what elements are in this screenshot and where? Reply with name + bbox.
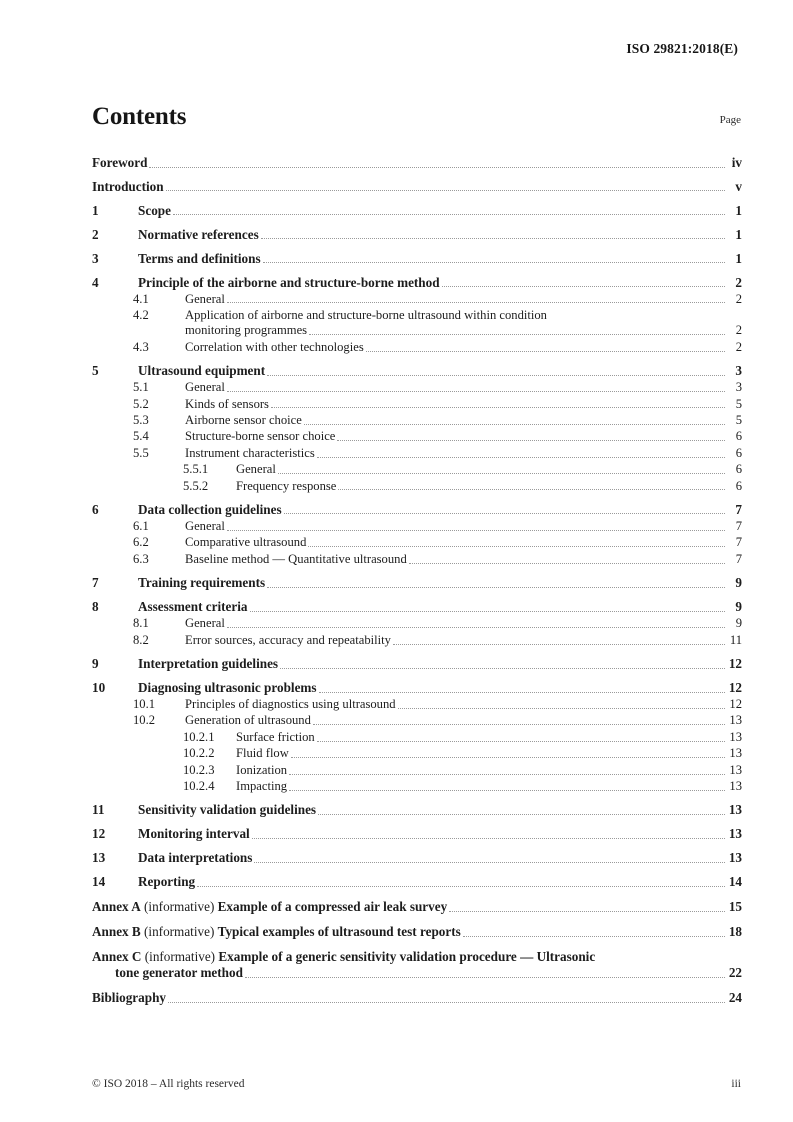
toc-entry[interactable] bbox=[92, 746, 742, 761]
toc-entry[interactable] bbox=[92, 227, 742, 243]
toc-entry-number: 10.1 bbox=[133, 697, 156, 711]
toc-entry[interactable] bbox=[92, 763, 742, 778]
annex-title: Typical examples of ultrasound test reports bbox=[217, 924, 461, 940]
toc-annex-entry[interactable] bbox=[92, 949, 742, 981]
toc-entry-number: 6 bbox=[92, 501, 99, 517]
toc-entry-number: 7 bbox=[92, 575, 99, 591]
toc-entry-label: Surface friction bbox=[236, 729, 315, 744]
toc-entry-number: 10.2.1 bbox=[183, 729, 215, 744]
toc-entry-label: Interpretation guidelines bbox=[138, 656, 279, 671]
annex-name: Annex A bbox=[92, 899, 141, 915]
toc-entry-label: Instrument characteristics bbox=[185, 445, 315, 460]
dot-leader bbox=[278, 473, 725, 474]
toc-entry-page-number: 2 bbox=[735, 323, 742, 338]
dot-leader bbox=[318, 814, 724, 815]
bibliography-label: Bibliography bbox=[92, 990, 167, 1006]
toc-entry-number: 4.1 bbox=[133, 291, 149, 306]
toc-entry[interactable] bbox=[92, 802, 742, 818]
toc-entry-number: 3 bbox=[92, 250, 99, 266]
toc-entry[interactable] bbox=[92, 446, 742, 461]
toc-entry-page-number: 2 bbox=[735, 291, 742, 306]
toc-entry-label: Fluid flow bbox=[236, 746, 289, 761]
dot-leader bbox=[267, 587, 724, 588]
toc-entry-label: General bbox=[185, 518, 225, 533]
toc-entry-label: Terms and definitions bbox=[138, 250, 261, 266]
toc-entry-page-number: iv bbox=[731, 155, 742, 170]
toc-entry[interactable] bbox=[92, 779, 742, 794]
toc-entry-page-number: 24 bbox=[728, 990, 742, 1006]
toc-entry-label: General bbox=[185, 380, 225, 395]
dot-leader bbox=[284, 513, 725, 514]
toc-entry-page-number: 13 bbox=[728, 802, 742, 818]
toc-entry-number: 8.1 bbox=[133, 616, 149, 631]
toc-entry-page-number: 13 bbox=[728, 826, 742, 842]
toc-entry-label: General bbox=[185, 291, 225, 306]
toc-entry[interactable] bbox=[92, 713, 742, 728]
toc-entry-label: Baseline method — Quantitative ultrasound bbox=[185, 551, 407, 566]
toc-entry[interactable] bbox=[92, 616, 742, 631]
dot-leader bbox=[250, 611, 725, 612]
dot-leader bbox=[313, 724, 725, 725]
annex-name: Annex C bbox=[92, 949, 142, 965]
toc-entry[interactable] bbox=[92, 575, 742, 591]
toc-entry[interactable] bbox=[92, 413, 742, 428]
dot-leader bbox=[227, 302, 725, 303]
dot-leader bbox=[227, 530, 725, 531]
toc-entry-number: 11 bbox=[92, 802, 105, 818]
toc-entry-label: Reporting bbox=[138, 874, 196, 890]
dot-leader bbox=[267, 375, 724, 376]
toc-entry-page-number: 6 bbox=[735, 462, 742, 477]
dot-leader bbox=[227, 391, 725, 392]
toc-entry[interactable] bbox=[92, 680, 742, 696]
toc-entry-page-number: 9 bbox=[735, 599, 742, 615]
toc-entry-label: Structure-borne sensor choice bbox=[185, 429, 336, 444]
toc-entry[interactable] bbox=[92, 850, 742, 866]
toc-entry-page-number: 7 bbox=[735, 551, 742, 566]
dot-leader bbox=[366, 351, 725, 352]
toc-entry-number: 12 bbox=[92, 826, 106, 842]
toc-entry-number: 13 bbox=[92, 850, 106, 866]
page-column-label: Page bbox=[719, 114, 741, 126]
dot-leader bbox=[409, 563, 725, 564]
toc-entry-label: Diagnosing ultrasonic problems bbox=[138, 680, 317, 695]
toc-entry[interactable] bbox=[92, 397, 742, 412]
toc-entry-page-number: 7 bbox=[735, 535, 742, 550]
dot-leader bbox=[254, 862, 724, 863]
toc-entry-number: 10.2.3 bbox=[183, 762, 215, 777]
toc-entry-label: Foreword bbox=[92, 155, 148, 170]
toc-entry[interactable] bbox=[92, 155, 742, 171]
toc-entry[interactable] bbox=[92, 552, 742, 567]
toc-entry-label: General bbox=[236, 462, 276, 477]
annex-heading bbox=[92, 949, 595, 965]
toc-entry-number: 5.4 bbox=[133, 429, 149, 444]
toc-entry-page-number: 9 bbox=[735, 575, 742, 591]
dot-leader bbox=[280, 668, 724, 669]
toc-entry[interactable] bbox=[92, 479, 742, 494]
dot-leader bbox=[227, 627, 725, 628]
dot-leader bbox=[261, 238, 725, 239]
toc-entry-page-number: 6 bbox=[735, 445, 742, 460]
toc-entry-label: Frequency response bbox=[236, 478, 337, 493]
dot-leader bbox=[289, 774, 724, 775]
toc-entry[interactable] bbox=[92, 519, 742, 534]
annex-name: Annex B bbox=[92, 924, 141, 940]
toc-entry-page-number: v bbox=[735, 178, 742, 194]
toc-annex-entry[interactable] bbox=[92, 899, 742, 915]
dot-leader bbox=[317, 457, 725, 458]
toc-entry-page-number: 18 bbox=[728, 924, 742, 940]
dot-leader bbox=[304, 424, 725, 425]
annex-heading bbox=[92, 924, 461, 940]
toc-entry-page-number: 12 bbox=[728, 680, 742, 695]
toc-entry-number: 14 bbox=[92, 874, 106, 890]
toc-entry-page-number: 11 bbox=[729, 632, 742, 647]
toc-entry-number: 10.2.4 bbox=[183, 779, 215, 794]
toc-entry[interactable] bbox=[92, 730, 742, 745]
toc-entry-label: Assessment criteria bbox=[138, 599, 248, 615]
annex-title-continued: tone generator method bbox=[115, 965, 243, 981]
toc-entry-page-number: 7 bbox=[735, 518, 742, 533]
toc-entry-page-number: 12 bbox=[729, 697, 742, 711]
toc-bibliography-entry[interactable] bbox=[92, 990, 742, 1006]
toc-entry-number: 6.3 bbox=[133, 551, 149, 566]
toc-entry-label: Error sources, accuracy and repeatability bbox=[185, 632, 391, 647]
toc-entry-label: Comparative ultrasound bbox=[185, 535, 307, 550]
toc-entry[interactable] bbox=[92, 203, 742, 219]
annex-kind: (informative) bbox=[141, 949, 219, 965]
dot-leader bbox=[271, 407, 725, 408]
dot-leader bbox=[463, 936, 725, 937]
toc-entry-page-number: 1 bbox=[735, 202, 742, 218]
toc-entry-number: 4 bbox=[92, 274, 99, 290]
dot-leader bbox=[442, 286, 725, 287]
toc-entry-number: 1 bbox=[92, 202, 99, 218]
annex-title: Example of a generic sensitivity validation procedure — Ultrasonic bbox=[218, 949, 596, 965]
toc-entry-label: Kinds of sensors bbox=[185, 396, 269, 411]
toc-entry-page-number: 9 bbox=[735, 616, 742, 631]
page-title: Contents bbox=[92, 103, 187, 130]
document-standard-reference: ISO 29821:2018(E) bbox=[626, 41, 738, 56]
toc-entry-number: 5.3 bbox=[133, 412, 149, 427]
toc-entry-number: 10.2 bbox=[133, 713, 156, 728]
toc-entry[interactable] bbox=[92, 179, 742, 195]
toc-entry-label: Data collection guidelines bbox=[138, 501, 282, 517]
toc-entry-page-number: 5 bbox=[735, 412, 742, 427]
dot-leader bbox=[289, 790, 724, 791]
toc-entry[interactable] bbox=[92, 633, 742, 648]
table-of-contents bbox=[92, 155, 742, 1006]
dot-leader bbox=[449, 911, 724, 912]
toc-entry-number: 5 bbox=[92, 363, 99, 379]
toc-entry-page-number: 7 bbox=[735, 501, 742, 517]
toc-entry-page-number: 2 bbox=[735, 339, 742, 354]
toc-entry-number: 5.1 bbox=[133, 380, 149, 395]
dot-leader bbox=[309, 334, 724, 335]
toc-entry-label: Principles of diagnostics using ultrasound bbox=[185, 697, 396, 711]
dot-leader bbox=[263, 262, 725, 263]
toc-annex-entry[interactable] bbox=[92, 924, 742, 940]
toc-entry-label: Application of airborne and structure-borne ultrasound within condition bbox=[185, 307, 547, 322]
dot-leader bbox=[398, 708, 725, 709]
toc-entry-page-number: 13 bbox=[729, 746, 742, 761]
dot-leader bbox=[197, 886, 724, 887]
toc-entry[interactable] bbox=[92, 251, 742, 267]
toc-entry-page-number: 2 bbox=[735, 274, 742, 290]
toc-entry-page-number: 6 bbox=[735, 478, 742, 493]
dot-leader bbox=[166, 190, 725, 191]
toc-entry[interactable] bbox=[92, 502, 742, 518]
toc-entry-page-number: 15 bbox=[728, 899, 742, 915]
toc-entry-number: 10 bbox=[92, 680, 106, 695]
toc-entry-number: 10.2.2 bbox=[183, 746, 215, 761]
toc-entry-number: 6.2 bbox=[133, 535, 149, 550]
toc-entry-number: 4.2 bbox=[133, 307, 149, 322]
toc-entry-number: 4.3 bbox=[133, 339, 149, 354]
toc-entry-label: Training requirements bbox=[138, 575, 266, 591]
page-footer bbox=[92, 1078, 741, 1090]
footer-page-number: iii bbox=[731, 1078, 741, 1090]
toc-entry-page-number: 13 bbox=[728, 850, 742, 866]
dot-leader bbox=[337, 440, 724, 441]
toc-entry[interactable] bbox=[92, 292, 742, 307]
toc-entry-label: Monitoring interval bbox=[138, 826, 250, 842]
toc-entry-number: 8.2 bbox=[133, 632, 149, 647]
toc-entry-label: Data interpretations bbox=[138, 850, 253, 866]
dot-leader bbox=[173, 214, 725, 215]
dot-leader bbox=[317, 741, 725, 742]
toc-entry[interactable] bbox=[92, 308, 742, 339]
dot-leader bbox=[308, 546, 724, 547]
toc-entry-label: Ultrasound equipment bbox=[138, 363, 266, 379]
toc-entry-page-number: 1 bbox=[735, 226, 742, 242]
copyright-notice: © ISO 2018 – All rights reserved bbox=[92, 1078, 245, 1090]
toc-entry-label: Impacting bbox=[236, 779, 288, 794]
toc-entry-page-number: 13 bbox=[729, 762, 742, 777]
toc-entry-label: Sensitivity validation guidelines bbox=[138, 802, 317, 818]
toc-entry[interactable] bbox=[92, 275, 742, 291]
toc-entry-page-number: 6 bbox=[735, 429, 742, 444]
toc-entry-page-number: 3 bbox=[735, 380, 742, 395]
toc-entry-number: 2 bbox=[92, 226, 99, 242]
dot-leader bbox=[291, 757, 725, 758]
toc-entry-label: General bbox=[185, 616, 225, 631]
toc-entry[interactable] bbox=[92, 599, 742, 615]
dot-leader bbox=[252, 838, 725, 839]
toc-entry-page-number: 12 bbox=[728, 656, 742, 671]
toc-entry[interactable] bbox=[92, 429, 742, 444]
toc-entry-page-number: 3 bbox=[735, 363, 742, 379]
dot-leader bbox=[393, 644, 725, 645]
toc-entry-page-number: 13 bbox=[729, 779, 742, 794]
dot-leader bbox=[168, 1002, 724, 1003]
toc-entry-label: Normative references bbox=[138, 226, 259, 242]
toc-entry[interactable] bbox=[92, 380, 742, 395]
toc-entry-number: 8 bbox=[92, 599, 99, 615]
toc-entry-page-number: 22 bbox=[728, 965, 742, 981]
toc-entry[interactable] bbox=[92, 363, 742, 379]
toc-entry[interactable] bbox=[92, 697, 742, 712]
toc-entry-number: 5.2 bbox=[133, 396, 149, 411]
toc-entry-label: Generation of ultrasound bbox=[185, 713, 311, 728]
toc-entry-page-number: 13 bbox=[729, 713, 742, 728]
dot-leader bbox=[149, 167, 724, 168]
toc-entry-number: 5.5.1 bbox=[183, 462, 209, 477]
annex-title: Example of a compressed air leak survey bbox=[217, 899, 448, 915]
dot-leader bbox=[319, 692, 725, 693]
toc-entry-label: Correlation with other technologies bbox=[185, 339, 364, 354]
contents-title-row bbox=[92, 104, 741, 129]
toc-entry-number: 6.1 bbox=[133, 518, 149, 533]
toc-entry[interactable] bbox=[92, 874, 742, 890]
toc-entry-label: Ionization bbox=[236, 762, 288, 777]
dot-leader bbox=[245, 977, 725, 978]
annex-kind: (informative) bbox=[140, 899, 218, 915]
toc-entry-label-continued: monitoring programmes bbox=[185, 323, 308, 338]
dot-leader bbox=[338, 489, 724, 490]
toc-entry-page-number: 1 bbox=[735, 250, 742, 266]
toc-entry[interactable] bbox=[92, 462, 742, 477]
toc-entry-number: 5.5.2 bbox=[183, 478, 209, 493]
toc-entry[interactable] bbox=[92, 340, 742, 355]
toc-entry[interactable] bbox=[92, 826, 742, 842]
toc-entry[interactable] bbox=[92, 656, 742, 672]
toc-entry-label: Introduction bbox=[92, 178, 164, 194]
toc-entry-label: Airborne sensor choice bbox=[185, 412, 302, 427]
toc-entry-page-number: 14 bbox=[728, 874, 742, 890]
annex-kind: (informative) bbox=[140, 924, 218, 940]
toc-entry-label: Scope bbox=[138, 202, 171, 218]
toc-entry-page-number: 5 bbox=[735, 396, 742, 411]
toc-entry-number: 5.5 bbox=[133, 445, 149, 460]
toc-entry-page-number: 13 bbox=[729, 729, 742, 744]
toc-entry[interactable] bbox=[92, 535, 742, 550]
toc-entry-label: Principle of the airborne and structure-borne method bbox=[138, 274, 440, 290]
toc-entry-number: 9 bbox=[92, 656, 99, 671]
annex-heading bbox=[92, 899, 447, 915]
